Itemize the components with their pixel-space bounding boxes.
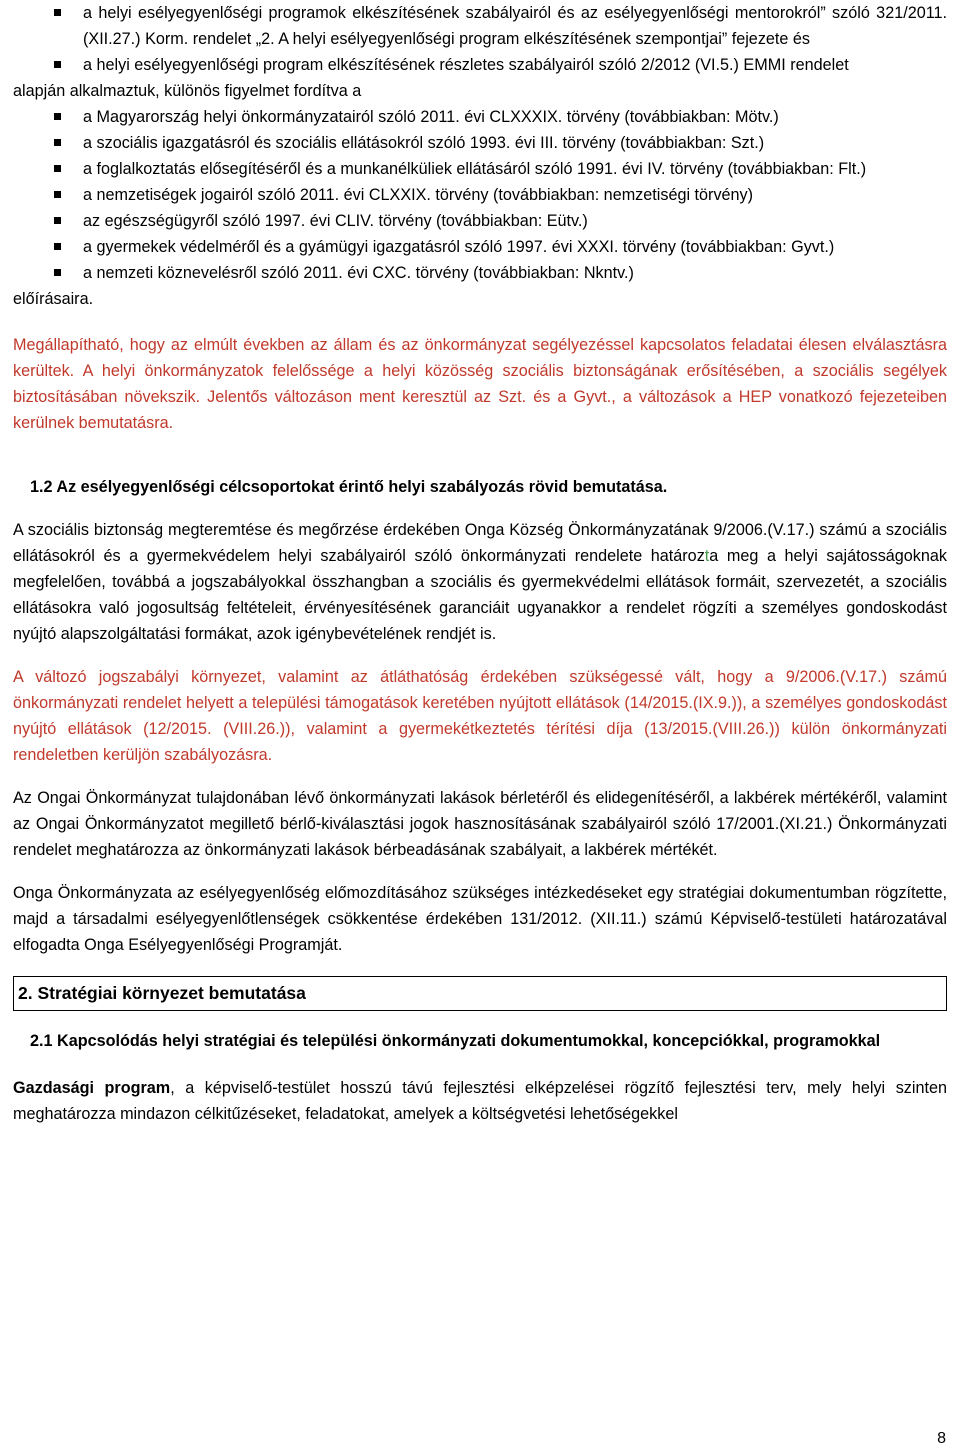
heading-1-2: 1.2 Az esélyegyenlőségi célcsoportokat érintő helyi szabályozás rövid bemutatása.	[30, 478, 668, 496]
list-item: a Magyarország helyi önkormányzatairól szóló 2011. évi CLXXXIX. törvény (továbbiakban: Mötv.)	[13, 104, 947, 130]
regulation-list-2	[13, 104, 947, 286]
list-item: a helyi esélyegyenlőségi program elkészítésének részletes szabályairól szóló 2/2012 (VI.5.) EMMI rendelet	[13, 52, 947, 78]
list-item: a nemzeti köznevelésről szóló 2011. évi CXC. törvény (továbbiakban: Nkntv.)	[13, 260, 947, 286]
bold-term: Gazdasági program	[13, 1079, 171, 1097]
list-item: a foglalkoztatás elősegítéséről és a munkanélküliek ellátásáról szóló 1991. évi IV. törvény (továbbiakban: Flt.)	[13, 156, 947, 182]
list-item: az egészségügyről szóló 1997. évi CLIV. törvény (továbbiakban: Eütv.)	[13, 208, 947, 234]
elo-text: előírásaira.	[13, 290, 94, 308]
highlight-letter: t	[704, 547, 710, 565]
paragraph-social-security	[13, 517, 947, 647]
paragraph-text: , a képviselő-testület hosszú távú fejlesztési elképzelései rögzítő fejlesztési terv, mely helyi szinten meghatározza mindazon célkitűzéseket, feladatokat, amelyek a költségvetési lehetőségekkel	[13, 1079, 947, 1123]
list-item: a szociális igazgatásról és szociális ellátásokról szóló 1993. évi III. törvény (továbbiakban: Szt.)	[13, 130, 947, 156]
regulation-list-1	[13, 0, 947, 78]
list-item: a helyi esélyegyenlőségi programok elkészítésének szabályairól és az esélyegyenlőségi mentorokról” szóló 321/2011. (XII.27.) Korm. rendelet „2. A helyi esélyegyenlőségi program elkészítésének szempontjai” fejezete és	[13, 0, 947, 52]
red-paragraph-1: Megállapítható, hogy az elmúlt években az állam és az önkormányzat segélyezéssel kapcsolatos feladatai élesen elválasztásra kerültek. A helyi önkormányzatok felelőssége a helyi közösség szociális biztonságának erősítésében, a szociális segélyek biztosításában növekszik. Jelentős változáson ment keresztül az Szt. és a Gyvt., a változások a HEP vonatkozó fejezeteiben kerülnek bemutatásra.	[13, 336, 947, 432]
paragraph-economic-program	[13, 1075, 947, 1127]
heading-2-1: 2.1 Kapcsolódás helyi stratégiai és települési önkormányzati dokumentumokkal, koncepciókkal, programokkal	[30, 1032, 881, 1050]
section-2-heading: 2. Stratégiai környezet bemutatása	[13, 976, 947, 1011]
page-number: 8	[937, 1430, 946, 1447]
red-paragraph-2: A változó jogszabályi környezet, valamint az átláthatóság érdekében szükségessé vált, hogy a 9/2006.(V.17.) számú önkormányzati rendelet helyett a települési támogatások keretében nyújtott ellátások (14/2015.(IX.9.)), a személyes gondoskodást nyújtó ellátások (12/2015. (VIII.26.)), valamint a gyermekétkeztetés térítési díja (13/2015.(VIII.26.)) külön önkormányzati rendeletben kerüljön szabályozásra.	[13, 668, 947, 764]
intro-line: alapján alkalmaztuk, különös figyelmet fordítva a	[13, 82, 362, 100]
paragraph-housing: Az Ongai Önkormányzat tulajdonában lévő önkormányzati lakások bérletéről és elidegenítéséről, a lakbérek mértékéről, valamint az Ongai Önkormányzatot megillető bérlő-kiválasztási jogok hasznosításának szabályairól szóló 17/2001.(XI.21.) Önkormányzati rendelet meghatározza az önkormányzati lakások bérbeadásának szabályait, a lakbérek mértékét.	[13, 789, 947, 859]
paragraph-text: A szociális biztonság megteremtése és megőrzése érdekében Onga Község Önkormányzatának 9/2006.(V.17.) számú a szociális ellátásokról és a gyermekvédelem helyi szabályairól szóló önkormányzati rendelete határoz	[13, 521, 947, 565]
paragraph-text: a meg a helyi sajátosságoknak megfelelően, továbbá a jogszabályokkal összhangban a szociális és gyermekvédelmi ellátások formáit, szervezetét, a szociális ellátásokra való jogosultság feltételeit, érvényesítésének garanciáit ugyanakkor a rendelet rögzíti a személyes gondoskodást nyújtó alapszolgáltatási formákat, azok igénybevételének rendjét is.	[13, 547, 947, 643]
document-page	[13, 0, 947, 1127]
paragraph-equal-opportunity: Onga Önkormányzata az esélyegyenlőség előmozdításához szükséges intézkedéseket egy stratégiai dokumentumban rögzítette, majd a társadalmi esélyegyenlőtlenségek csökkentése érdekében 131/2012. (XII.11.) számú Képviselő-testületi határozatával elfogadta Onga Esélyegyenlőségi Programját.	[13, 884, 947, 954]
list-item: a nemzetiségek jogairól szóló 2011. évi CLXXIX. törvény (továbbiakban: nemzetiségi törvény)	[13, 182, 947, 208]
list-item: a gyermekek védelméről és a gyámügyi igazgatásról szóló 1997. évi XXXI. törvény (továbbiakban: Gyvt.)	[13, 234, 947, 260]
